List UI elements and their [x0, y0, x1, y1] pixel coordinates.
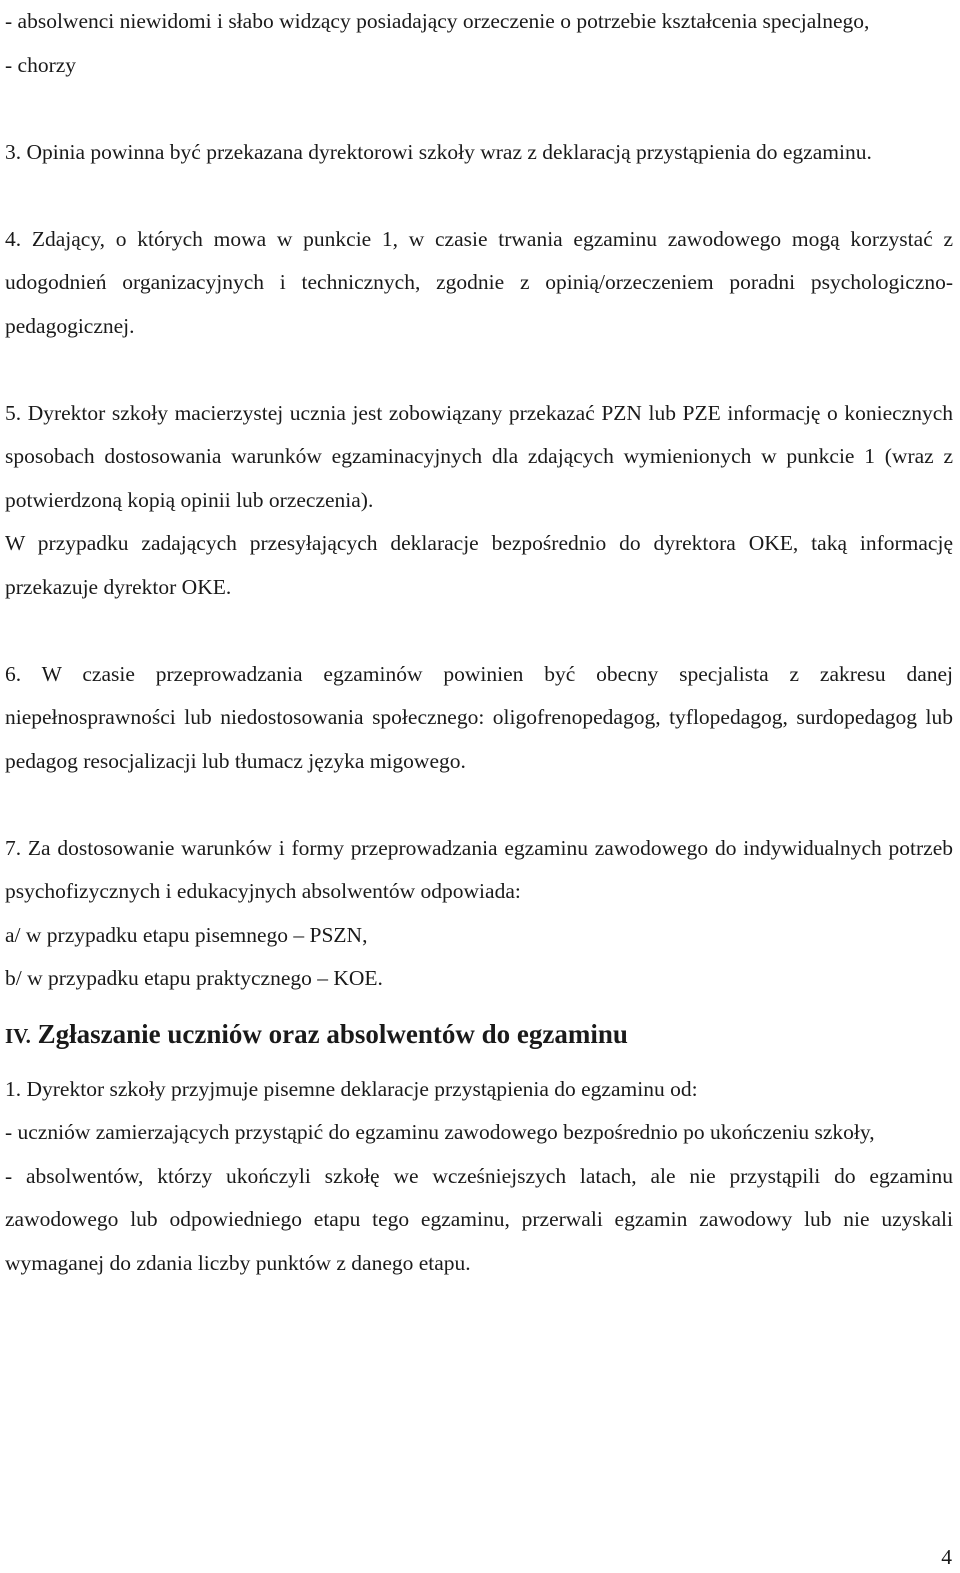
- paragraph-section-bullet-students: - uczniów zamierzających przystąpić do egzaminu zawodowego bezpośrednio po ukończeniu szkoły,: [5, 1120, 875, 1144]
- section-number: IV.: [5, 1023, 31, 1048]
- paragraph-item-4: 4. Zdający, o których mowa w punkcie 1, w czasie trwania egzaminu zawodowego mogą korzystać z udogodnień organizacyjnych i technicznych, zgodnie z opinią/orzeczeniem poradni psychologiczno-pedagogicznej.: [5, 226, 953, 338]
- paragraph-section-item-1: 1. Dyrektor szkoły przyjmuje pisemne deklaracje przystąpienia do egzaminu od:: [5, 1076, 698, 1101]
- spacer: [5, 87, 953, 131]
- document-page: [5, 0, 953, 1285]
- paragraph-item-7b: b/ w przypadku etapu praktycznego – KOE.: [5, 966, 383, 990]
- paragraph-item-5: 5. Dyrektor szkoły macierzystej ucznia jest zobowiązany przekazać PZN lub PZE informację o koniecznych sposobach dostosowania warunków egzaminacyjnych dla zdających wymienionych w punkcie 1 (wraz z potwierdzoną kopią opinii lub orzeczenia).: [5, 400, 953, 512]
- spacer: [5, 174, 953, 218]
- paragraph-item-7: 7. Za dostosowanie warunków i formy przeprowadzania egzaminu zawodowego do indywidualnych potrzeb psychofizycznych i edukacyjnych absolwentów odpowiada:: [5, 835, 953, 903]
- paragraph-item-3: 3. Opinia powinna być przekazana dyrektorowi szkoły wraz z deklaracją przystąpienia do egzaminu.: [5, 139, 872, 164]
- section-heading: [5, 1001, 953, 1068]
- spacer: [5, 609, 953, 653]
- spacer: [5, 348, 953, 392]
- paragraph-bullet-ill: - chorzy: [5, 52, 77, 77]
- paragraph-item-5-continued: W przypadku zadających przesyłających deklaracje bezpośrednio do dyrektora OKE, taką informację przekazuje dyrektor OKE.: [5, 531, 953, 599]
- paragraph-item-6: 6. W czasie przeprowadzania egzaminów powinien być obecny specjalista z zakresu danej niepełnosprawności lub niedostosowania społecznego: oligofrenopedagog, tyflopedagog, surdopedagog lub pedagog resocjalizacji lub tłumacz języka migowego.: [5, 661, 953, 773]
- paragraph-section-bullet-graduates: - absolwentów, którzy ukończyli szkołę we wcześniejszych latach, ale nie przystąpili do egzaminu zawodowego lub odpowiedniego etapu tego egzaminu, przerwali egzamin zawodowy lub nie uzyskali wymaganej do zdania liczby punktów z danego etapu.: [5, 1163, 953, 1275]
- spacer: [5, 783, 953, 827]
- paragraph-item-7a: a/ w przypadku etapu pisemnego – PSZN,: [5, 922, 368, 947]
- page-number: 4: [941, 1545, 952, 1569]
- paragraph-bullet-blind: - absolwenci niewidomi i słabo widzący posiadający orzeczenie o potrzebie kształcenia specjalnego,: [5, 9, 870, 33]
- section-title: Zgłaszanie uczniów oraz absolwentów do egzaminu: [37, 1018, 628, 1049]
